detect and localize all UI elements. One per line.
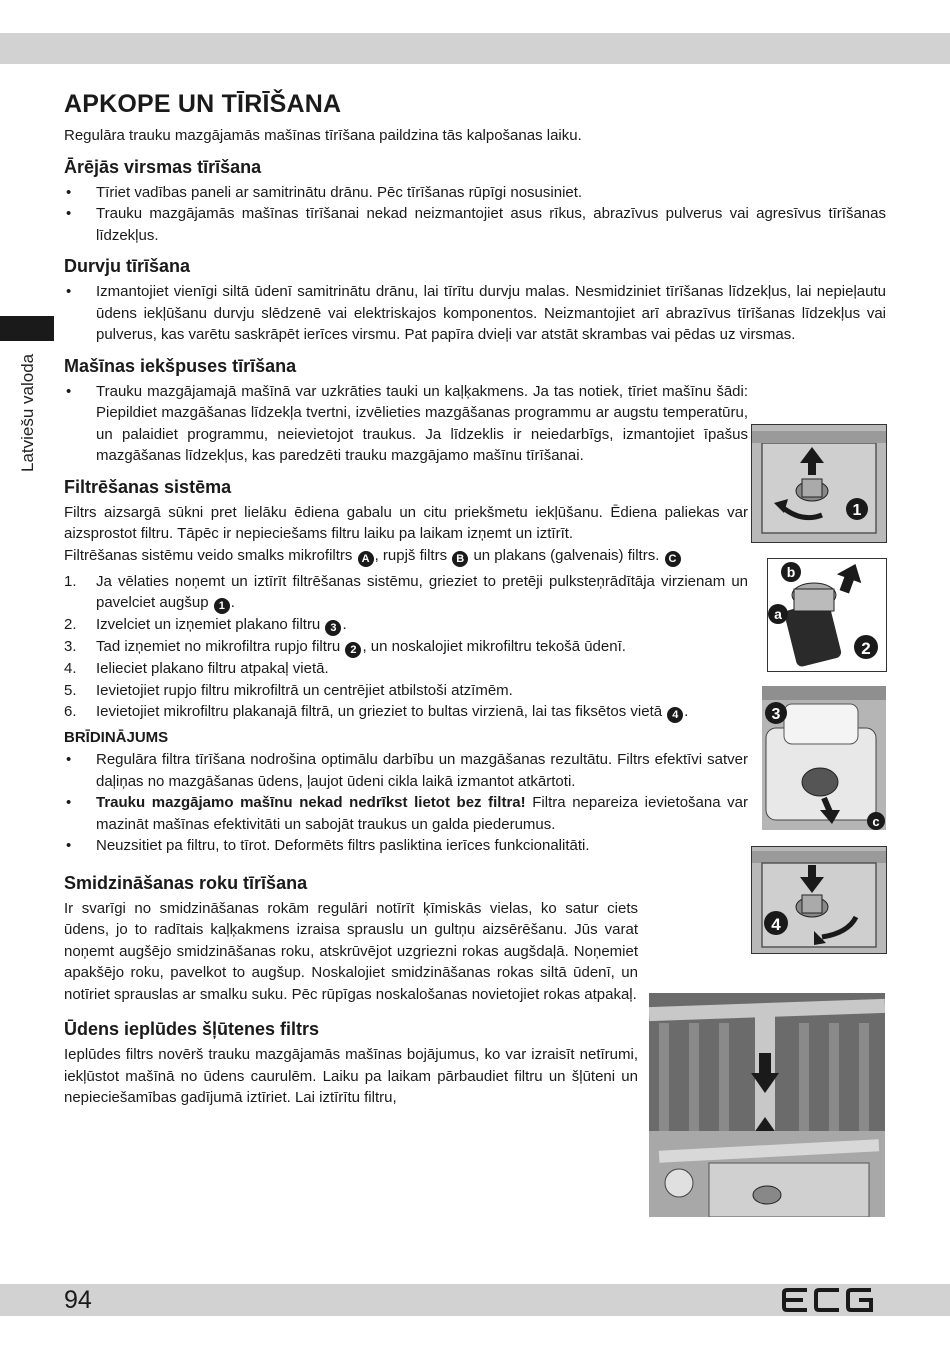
- badge-c-icon: C: [665, 551, 681, 567]
- figure-spray-arms: [649, 993, 885, 1217]
- step-badge-icon: 1: [214, 598, 230, 614]
- figure-flat-filter: [762, 686, 886, 830]
- page-number: 94: [64, 1286, 92, 1314]
- side-tab-marker: [0, 316, 54, 341]
- figure-filter-insert: [751, 846, 887, 954]
- side-language-label: Latviešu valoda: [18, 353, 37, 472]
- inside-list: [64, 381, 748, 467]
- page-content: [64, 90, 886, 1109]
- page-title: APKOPE UN TĪRĪŠANA: [64, 90, 342, 118]
- svg-text:3: 3: [771, 706, 781, 723]
- filter-steps: [64, 571, 748, 724]
- figure-filter-remove: [751, 424, 887, 543]
- filter-paragraph: Filtrs aizsargā sūkni pret lielāku ēdiena gabalu un citu priekšmetu iekļūšanu. Ēdiena paliekas var aizsprostot filtru. Tāpēc ir nepieciešams filtru laiku pa laikam izņemt un iztīrīt.: [64, 503, 748, 542]
- list-item: • Trauku mazgājamās mašīnas tīrīšanai nekad neizmantojiet asus rīkus, abrazīvus pulverus vai agresīvus tīrīšanas līdzekļus.: [64, 203, 886, 246]
- list-item: • Neuzsitiet pa filtru, to tīrot. Deformēts filtrs pasliktina ierīces funkcionalitāti.: [64, 835, 748, 857]
- exterior-list: [64, 182, 886, 247]
- top-bar: [0, 33, 950, 64]
- step-item: 1. Ja vēlaties noņemt un iztīrīt filtrēšanas sistēmu, grieziet to pretēji pulksteņrādītāja virzienam un pavelciet augšup 1 .: [64, 572, 748, 612]
- warning-list: [64, 749, 748, 857]
- exterior-heading: Ārējās virsmas tīrīšana: [64, 156, 262, 177]
- badge-b-icon: B: [452, 551, 468, 567]
- figure-filter-parts: [767, 558, 887, 672]
- list-item: • Regulāra filtra tīrīšana nodrošina optimālu darbību un mazgāšanas rezultātu. Filtrs efektīvi satver daļiņas no mazgāšanas ūdens, ļaujot ūdeni cikla laikā izmantot atkārtoti.: [64, 749, 748, 792]
- step-item: 6. Ievietojiet mikrofiltru plakanajā filtrā, un grieziet to bultas virzienā, lai tas fiksētos vietā 4 .: [64, 703, 689, 721]
- figure-number: 1: [852, 502, 862, 519]
- warning-heading: BRĪDINĀJUMS: [64, 729, 169, 746]
- ecg-logo: [781, 1287, 875, 1313]
- step-item: 3. Tad izņemiet no mikrofiltra rupjo filtru 2 , un noskalojiet mikrofiltru tekošā ūdenī.: [64, 638, 626, 656]
- list-item: • Trauku mazgājamo mašīnu nekad nedrīkst lietot bez filtra! Filtra nepareiza ievietošana var mazināt mašīnas efektivitāti un sabojāt traukus un galda piederumus.: [64, 792, 748, 835]
- step-badge-icon: 3: [325, 620, 341, 636]
- spray-heading: Smidzināšanas roku tīrīšana: [64, 872, 308, 893]
- door-heading: Durvju tīrīšana: [64, 256, 191, 276]
- svg-text:a: a: [774, 606, 782, 622]
- svg-text:c: c: [872, 814, 880, 829]
- svg-text:b: b: [786, 564, 796, 580]
- badge-a-icon: A: [358, 551, 374, 567]
- svg-text:2: 2: [861, 639, 871, 658]
- step-badge-icon: 2: [345, 642, 361, 658]
- inside-heading: Mašīnas iekšpuses tīrīšana: [64, 355, 297, 376]
- door-list: [64, 281, 886, 346]
- list-item: • Trauku mazgājamajā mašīnā var uzkrāties tauki un kaļķakmens. Ja tas notiek, tīriet mašīnu šādi: Piepildiet mazgāšanas līdzekļa tvertni, izvēlieties mazgāšanas programmu ar augstu temperatūru, un palaidiet programmu, neievietojot traukus. Ja līdzeklis ir neiedarbīgs, izmantojiet īpašus mazgāšanas līdzekļus, kas paredzēti trauku mazgājamo mašīnu tīrīšanai.: [64, 381, 748, 467]
- svg-text:4: 4: [771, 915, 781, 934]
- step-item: 5. Ievietojiet rupjo filtru mikrofiltrā un centrējiet atbilstoši atzīmēm.: [64, 681, 513, 699]
- spray-text: Ir svarīgi no smidzināšanas rokām regulāri notīrīt ķīmiskās vielas, ko satur ciets ūdens, jo to radītais kaļķakmens izraisa sprauslu un gultņu aizsērēšanu. Jūs varat noņemt augšējo smidzināšanas roku, atskrūvējot uzgriezni rokas augšdaļā. Noņemiet apakšējo roku, pavelkot to augšup. Noskalojiet smidzināšanas rokas siltā ūdenī, un notīriet sprauslas ar smalku suku. Pēc rūpīgas noskalošanas novietojiet rokas atpakaļ.: [64, 899, 638, 1003]
- filter-heading: Filtrēšanas sistēma: [64, 476, 232, 497]
- list-item: • Izmantojiet vienīgi siltā ūdenī samitrinātu drānu, lai tīrītu durvju malas. Nesmidziniet tīrīšanas līdzekļus, lai nepieļautu ūdens iekļūšanu durvju slēdzenē vai elektriskajos komponentos. Neizmantojiet arī abrazīvus tīrīšanas līdzekļus vai pulverus, kas varētu saskrāpēt ierīces virsmu. Pat papīra dvieļi var atstāt skrambas vai pēdas uz virsmas.: [64, 281, 886, 346]
- hose-heading: Ūdens ieplūdes šļūtenes filtrs: [64, 1019, 320, 1039]
- step-item: 4. Ielieciet plakano filtru atpakaļ vietā.: [64, 660, 329, 677]
- intro-text: Regulāra trauku mazgājamās mašīnas tīrīšana paildzina tās kalpošanas laiku.: [64, 127, 582, 144]
- step-item: 2. Izvelciet un izņemiet plakano filtru 3 .: [64, 616, 347, 634]
- list-item: • Tīriet vadības paneli ar samitrinātu drānu. Pēc tīrīšanas rūpīgi nosusiniet.: [64, 182, 886, 204]
- hose-text: Ieplūdes filtrs novērš trauku mazgājamās mašīnas bojājumus, ko var izraisīt netīrumi, iekļūstot mašīnā no ūdens caurulēm. Laiku pa laikam pārbaudiet filtru un šļūteni un nepieciešamības gadījumā iztīriet. Lai iztīrītu filtru,: [64, 1046, 638, 1106]
- filter-parts-paragraph: Filtrēšanas sistēmu veido smalks mikrofiltrs A , rupjš filtrs B un plakans (galvenais) filtrs. C: [64, 545, 748, 567]
- step-badge-icon: 4: [667, 707, 683, 723]
